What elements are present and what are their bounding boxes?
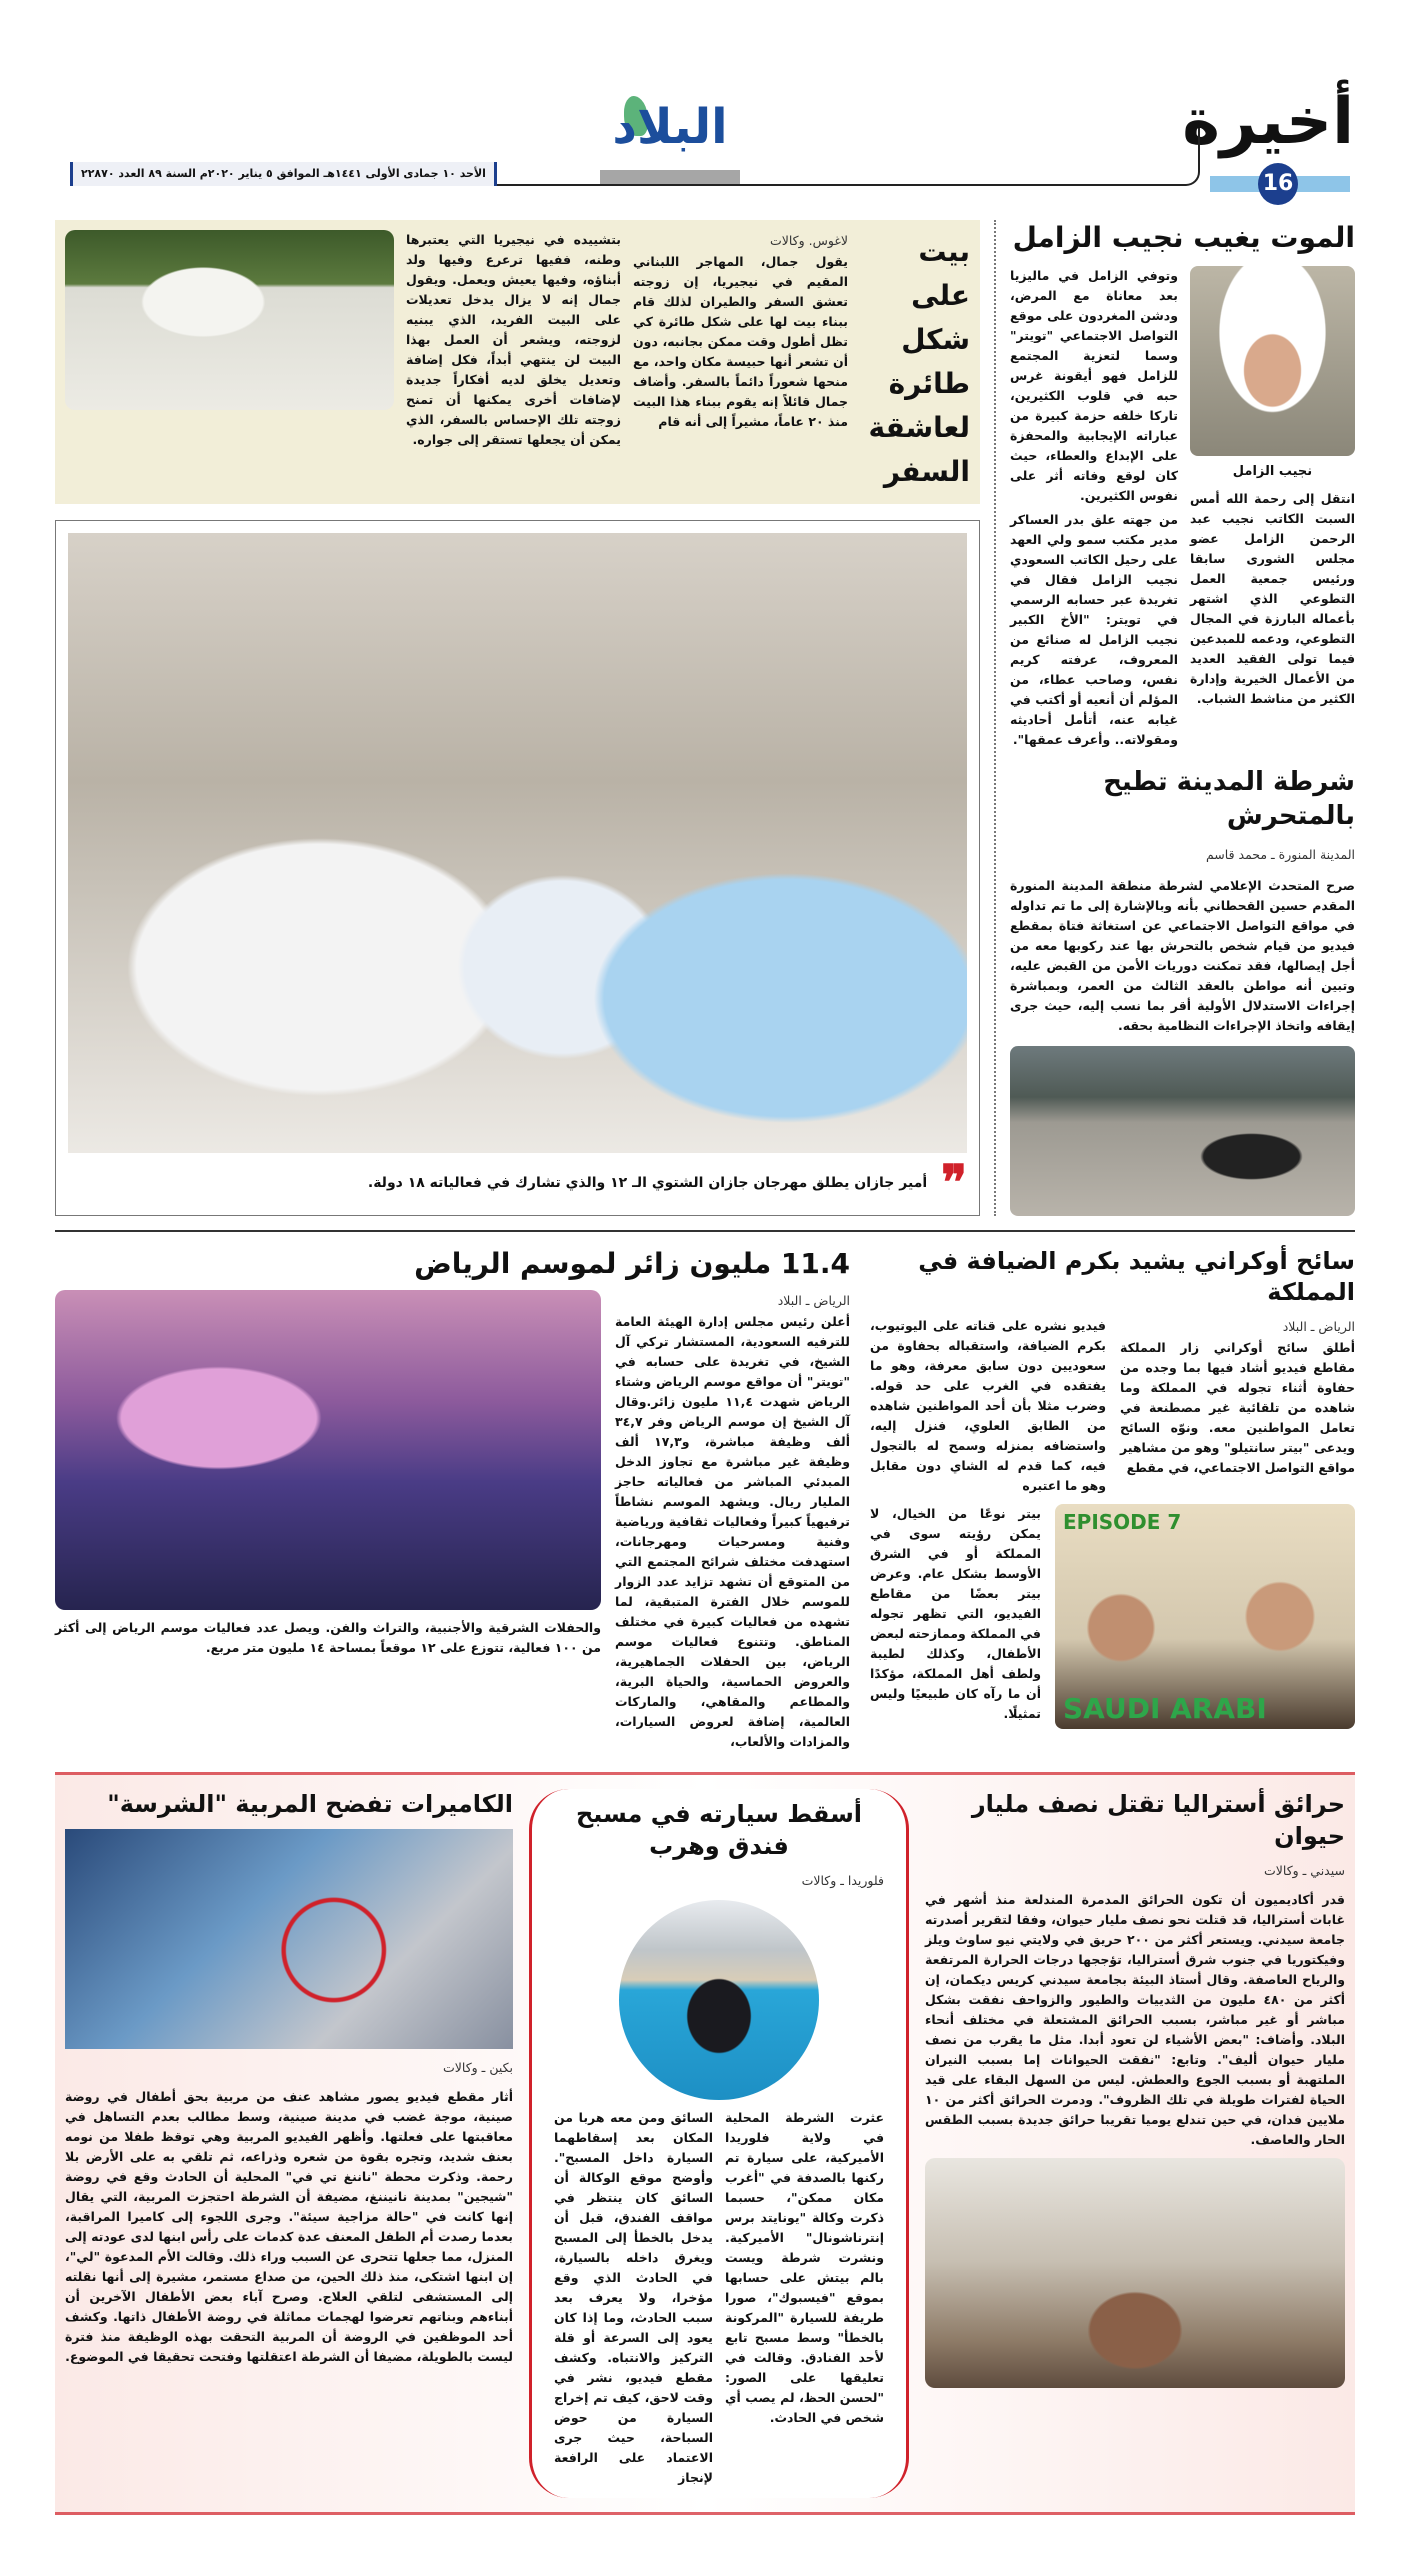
riyadh-story [55,1246,850,1752]
ukraine-col1: أطلق سائح أوكراني زار المملكة مقاطع فيديو أشاد فيها بما وجده من حفاوة أثناء تجوله في المملكة وما شاهده من تلقائية غير مصطنعة في تعامل المواطنين معه. ونوّه السائح ويدعى "بيتر سانتيلو" وهو من مشاهير مواقع التواصل الاجتماعي، في مقطع [1120,1340,1355,1476]
australia-dateline: سيدني ـ وكالات [1263,1862,1345,1878]
ukraine-episode-photo [1055,1504,1355,1729]
plane-dateline: لاغوس. وكالات [769,233,848,248]
medina-dateline: المدينة المنورة ـ محمد قاسم [1205,846,1355,862]
section-rule [55,1230,1355,1232]
jazan-caption-row [68,1154,967,1211]
medina-car-photo [1010,1046,1355,1216]
section-title: أخيرة [1182,85,1354,159]
zamil-col2b: من جهته علق بدر العساكر مدير مكتب سمو ولي العهد على رحيل الكاتب السعودي نجيب الزامل فقال في تغريدة عبر حسابه الرسمي في تويتر: "الأخ الكبير نجيب الزامل له صنائع من المعروف، عرفته كريم نفس، وصاحب عطاء، من المؤلم أن أنعيه أو أكتب في غيابه عنه، أتأمل أحاديثه ومقولاته.. وأعرف عمقها". [1010,512,1178,748]
australia-story [925,1789,1345,2387]
florida-col2: السائق ومن معه هربا من المكان بعد إسقاطهما السيارة داخل المسبح". وأوضح موقع الوكالة أن السائق كان ينتظر في مواقف الفندق، قبل أن يدخل بالخطأ إلى المسبح ويغرق داخله بالسيارة، في الحادث الذي وقع مؤخرا، ولا يعرف بعد سبب الحادث، وما إذا كان يعود إلى السرعة أو قلة التركيز والانتباه. وكشف مقطع فيديو، نشر في وقت لاحق، كيف تم إخراج السيارة من حوض السباحة، حيث جرى الاعتماد على الرافعة لإنجاز [554,2109,713,2485]
zamil-headline: الموت يغيب نجيب الزامل [1012,221,1355,254]
australia-body: قدر أكاديميون أن تكون الحرائق المدمرة المندلعة منذ أشهر في غابات أستراليا، قد قتلت نحو نصف مليار حيوان، وفقا لتقرير أصدرته جامعة سيدني. ويستعر أكثر من ٢٠٠ حريق في ولايتي نيو ساوث ويلز وفيكتوريا في جنوب شرق أستراليا، تؤججها درجات الحرارة المرتفعة والرياح العاصفة. وقال أستاذ البيئة بجامعة سيدني كريس ديكمان، إن أكثر من ٤٨٠ مليون من الثدييات والطيور والزواحف نفقت بشكل مباشر أو غير مباشر، بسبب الحرائق المشتعلة في مختلف أنحاء البلاد. وأضاف: "بعض الأشياء لن تعود أبدا. مثل ما يقرب من نصف مليار حيوان أليف". وتابع: "نفقت الحيوانات إما بسبب النيران الملتهبة أو بسبب الجوع والعطش. ليس من السهل البقاء على قيد الحياة لفترات طويلة في تلك الظروف". ودمرت الحرائق أكثر من ١٠ ملايين فدان، في حين تندلع يوميا تقريبا حرائق جديدة بسبب الطقس الحار والعاصف. [925,1891,1346,2147]
florida-dateline: فلوريدا ـ وكالات [801,1872,884,1888]
medina-body: صرح المتحدث الإعلامي لشرطة منطقة المدينة المنورة المقدم حسين القحطاني بأنه وبالإشارة إلى ما تم تداوله في مواقع التواصل الاجتماعي عن استغاثة فتاة بمقطع فيديو من قيام شخص بالتحرش بها عند ركوبها معه من أجل إيصالها، فقد تمكنت دوريات الأمن من القبض عليه، وتبين أنه مواطن بالعقد الثالث من العمر، وبمباشرة إجراءات الاستدلال الأولية أقر بما نسب إليه، حيث جرى إيقافه واتخاذ الإجراءات النظامية بحقه. [1010,877,1355,1033]
ukraine-story [870,1246,1355,1729]
zamil-right-col [1190,266,1355,709]
florida-pool-photo [619,1900,819,2100]
column-divider [994,220,996,1216]
china-cctv-photo [65,1829,513,2049]
top-section [55,220,1355,1216]
plane-col1: يقول جمال، المهاجر اللبناني المقيم في نيجيريا، إن زوجته تعشق السفر والطيران لذلك قام ببناء بيت لها على شكل طائرة كي تظل أطول وقت ممكن بجانبه، دون أن تشعر أنها حبيسة مكان واحد، مع منحها شعوراً دائماً بالسفر. وأضاف جمال قائلاً إنه يقوم ببناء هذا البيت منذ ٢٠ عاماً، مشيراً إلى أنه قام [633,254,848,429]
plane-story-box [55,220,980,504]
china-headline: الكاميرات تفضح المربية "الشرسة" [107,1790,513,1819]
middle-section [55,1246,1355,1752]
dateline-bar: الأحد ١٠ جمادى الأولى ١٤٤١هـ الموافق ٥ يناير ٢٠٢٠م السنة ٨٩ العدد ٢٢٨٧٠ [70,162,497,186]
riyadh-body: أعلن رئيس مجلس إدارة الهيئة العامة للترفيه السعودية، المستشار تركي آل الشيخ، في تغريدة على حسابه في "تويتر" أن مواقع موسم الرياض وشتاء الرياض شهدت ١١,٤ مليون زائر.وقال آل الشيخ إن موسم الرياض وفر ٣٤,٧ ألف وظيفة مباشرة، و١٧,٣ ألف وظيفة غير مباشرة مع تجاوز الدخل المبدئي المباشر من فعالياته حاجز المليار ريال. ويشهد الموسم نشاطاً ترفيهياً كبيراً وفعاليات ثقافية ورياضية وفنية ومسرحيات ومهرجانات، استهدفت مختلف شرائح المجتمع التي من المتوقع أن تشهد تزايد عدد الزوار للموسم خلال الفترة المتبقية، لما تشهده من فعاليات كبيرة في مختلف المناطق. وتتنوع فعاليات موسم الرياض، بين الحفلات الجماهيرية، والعروض الحماسية، والحياة البرية، والمطاعم والمقاهي، والماركات العالمية، إضافة لعروض السيارات، والمزادات والألعاب، [615,1314,850,1750]
riyadh-columns [55,1290,850,1752]
medina-headline: شرطة المدينة تطيح بالمتحرش [1103,767,1355,832]
plane-col2: بتشييده في نيجيريا التي يعتبرها وطنه، ففيها ترعرع وفيها ولد أبناؤه، وفيها يعيش ويعمل. ويقول جمال إنه لا يزال يدخل تعديلات على البيت الفريد، الذي يبنيه لزوجته، ويشعر أن العمل بهذا البيت لن ينتهي أبداً، فكل إضافة وتعديل يخلق لديه أفكاراً جديدة لإضافات أخرى يمكنها أن تمنح زوجته تلك الإحساس بالسفر، الذي يمكن أن يجعلها تستقر إلى جواره. [406,232,621,447]
logo-text: البلاد [612,99,728,155]
ukraine-col1-wrap [1120,1316,1355,1478]
jazan-photo [68,533,967,1153]
jazan-photo-frame [55,520,980,1216]
bottom-panel [55,1772,1355,2514]
riyadh-season-photo [55,1290,601,1610]
zamil-col1: انتقل إلى رحمة الله أمس السبت الكاتب نجيب عبد الرحمن الزامل عضو مجلس الشورى سابقا ورئيس جمعية العمل التطوعي الذي اشتهر بأعماله البارزة في المجال التطوعي، ودعمه للمبدعين فيما تولى الفقيد العديد من الأعمال الخيرية وإدارة الكثير من مناشط الشباب. [1190,491,1355,707]
ukraine-dateline: الرياض ـ البلاد [1282,1319,1355,1335]
zamil-left-col [1010,266,1178,750]
ukraine-columns [870,1316,1355,1496]
ukraine-lower [870,1504,1355,1729]
australia-fire-photo [925,2158,1345,2388]
florida-col1: عثرت الشرطة المحلية في ولاية فلوريدا الأميركية، على سيارة تم ركنها بالصدفة في "أغرب مكان ممكن"، حسبما ذكرت وكالة "يونايتد برس إنترناشونال" الأميركية. ونشرت شرطة ويست بالم بيتش على حسابها بموقع "فيسبوك"، صورا طريفة للسيارة "المركونة بالخطأ" وسط مسبح تابع لأحد الفنادق. وقالت في تعليقها على الصور: "لحسن الحظ، لم يصب أي شخص في الحادث. [725,2109,884,2425]
riyadh-tail: والحفلات الشرقية والأجنبية، والتراث والفن. ويصل عدد فعاليات موسم الرياض إلى أكثر من ١٠٠ فعالية، تتوزع على ١٢ موقعاً بمساحة ١٤ مليون متر مربع. [55,1620,601,1656]
saudi-arabia-banner: SAUDI ARABI [1063,1692,1267,1726]
left-column [55,220,980,1216]
china-dateline: بكين ـ وكالات [443,2059,513,2075]
page-number-badge: 16 [1258,163,1298,205]
plane-house-photo [65,230,394,410]
quote-icon: ❞ [941,1154,967,1211]
zamil-photo-caption: نجيب الزامل [1232,464,1313,480]
china-story [65,1789,513,2366]
florida-columns [554,2108,884,2488]
riyadh-photo-col [55,1290,601,1658]
ukraine-col2: فيديو نشره على قناته على اليوتيوب، بكرم الضيافة، واستقباله بحفاوة من سعوديين دون سابق معرفة، وهو ما يفتقده في الغرب على حد قوله. وضرب مثلا بأن أحد المواطنين شاهده من الطابق العلوي، فنزل إليه، واستضافه بمنزله وسمح له بالتجول فيه، كما قدم له الشاي دون مقابل وهو ما اعتبره [870,1318,1106,1494]
episode-label: EPISODE 7 [1063,1510,1182,1535]
china-body: أثار مقطع فيديو يصور مشاهد عنف من مربية بحق أطفال في روضة صينية، موجة غضب في مدينة صينية، وسط مطالب بعدم التساهل في معاقبتها على فعلتها. وأظهر الفيديو المربية وهي توقظ طفلا من نومه بعنف شديد، وتجره بقوة من شعره وذراعه، ثم تلقي به على الأرض بلا رحمة. وذكرت محطة "ناننغ تي في" المحلية أن الحادث وقع في روضة "شيجين" بمدينة نانيننغ، مضيفة أن الشرطة احتجزت المربية، التي يقال إنها كانت في "حالة مزاجية سيئة". وجرى اللجوء إلى كاميرا المراقبة، بعدما رصدت أم الطفل المعنف عدة كدمات على رأس ابنها لدى عودته إلى المنزل، مما جعلها تتحرى عن السبب وراء ذلك. وقالت الأم المدعوة "لي"، إن ابنها اشتكى، منذ ذلك الحين، من صداع مستمر، مشيرة إلى أنها نقلته إلى المستشفى لتلقي العلاج. وصرح آباء بعض الأطفال الآخرين أن أبناءهم وبناتهم تعرضوا لهجمات مماثلة في روضة الأطفال ذاتها. وكشف أحد الموظفين في الروضة أن المربية التحقت بهذه الوظيفة منذ فترة ليست بالطويلة، مضيفا أن الشرطة اعتقلتها وفتحت تحقيقا في الموضوع. [65,2088,513,2364]
zamil-photo [1190,266,1355,456]
riyadh-text-col [615,1290,850,1752]
zamil-col2a: وتوفي الزامل في ماليزيا بعد معاناة مع المرض، ودشن المغردون على موقع التواصل الاجتماعي "تويتر" وسما لتعزية المجتمع للزامل فهو أيقونة غرس حبه في قلوب الكثيرين، تاركا خلفه حزمة كبيرة من عباراته الإيجابية والمحفزة على الإبداع والعطاء، حيث كان لوقع وفاته أثر على نفوس الكثيرين. [1010,268,1178,504]
ukraine-headline: سائح أوكراني يشيد بكرم الضيافة في المملكة [918,1246,1355,1307]
zamil-columns [1010,266,1355,750]
riyadh-dateline: الرياض ـ البلاد [777,1293,850,1309]
jazan-caption: أمير جازان يطلق مهرجان جازان الشتوي الـ ١٢ والذي تشارك في فعالياته ١٨ دولة. [367,1174,928,1191]
right-column [1010,220,1355,1216]
plane-headline: بيت على شكل طائرة لعاشقة السفر [868,235,970,488]
australia-headline: حرائق أستراليا تقتل نصف مليار حيوان [971,1790,1345,1850]
riyadh-headline: 11.4 مليون زائر لموسم الرياض [414,1246,850,1280]
plane-col1-wrap [633,230,848,432]
florida-circle-frame [529,1789,909,2497]
ukraine-col3: بيتر نوعًا من الخيال، لا يمكن رؤيته سوى في المملكة أو في الشرق الأوسط بشكل عام. وعرض بيتر بعضًا من مقاطع الفيديو، التي تظهر تجوله في المملكة وممازحته لبعض الأطفال، وكذلك لطيبة ولطف أهل المملكة، مؤكدًا أن ما رآه كان طبيعيًا وليس تمثيلًا. [870,1506,1041,1722]
florida-headline: أسقط سيارته في مسبح فندق وهرب [575,1800,863,1860]
